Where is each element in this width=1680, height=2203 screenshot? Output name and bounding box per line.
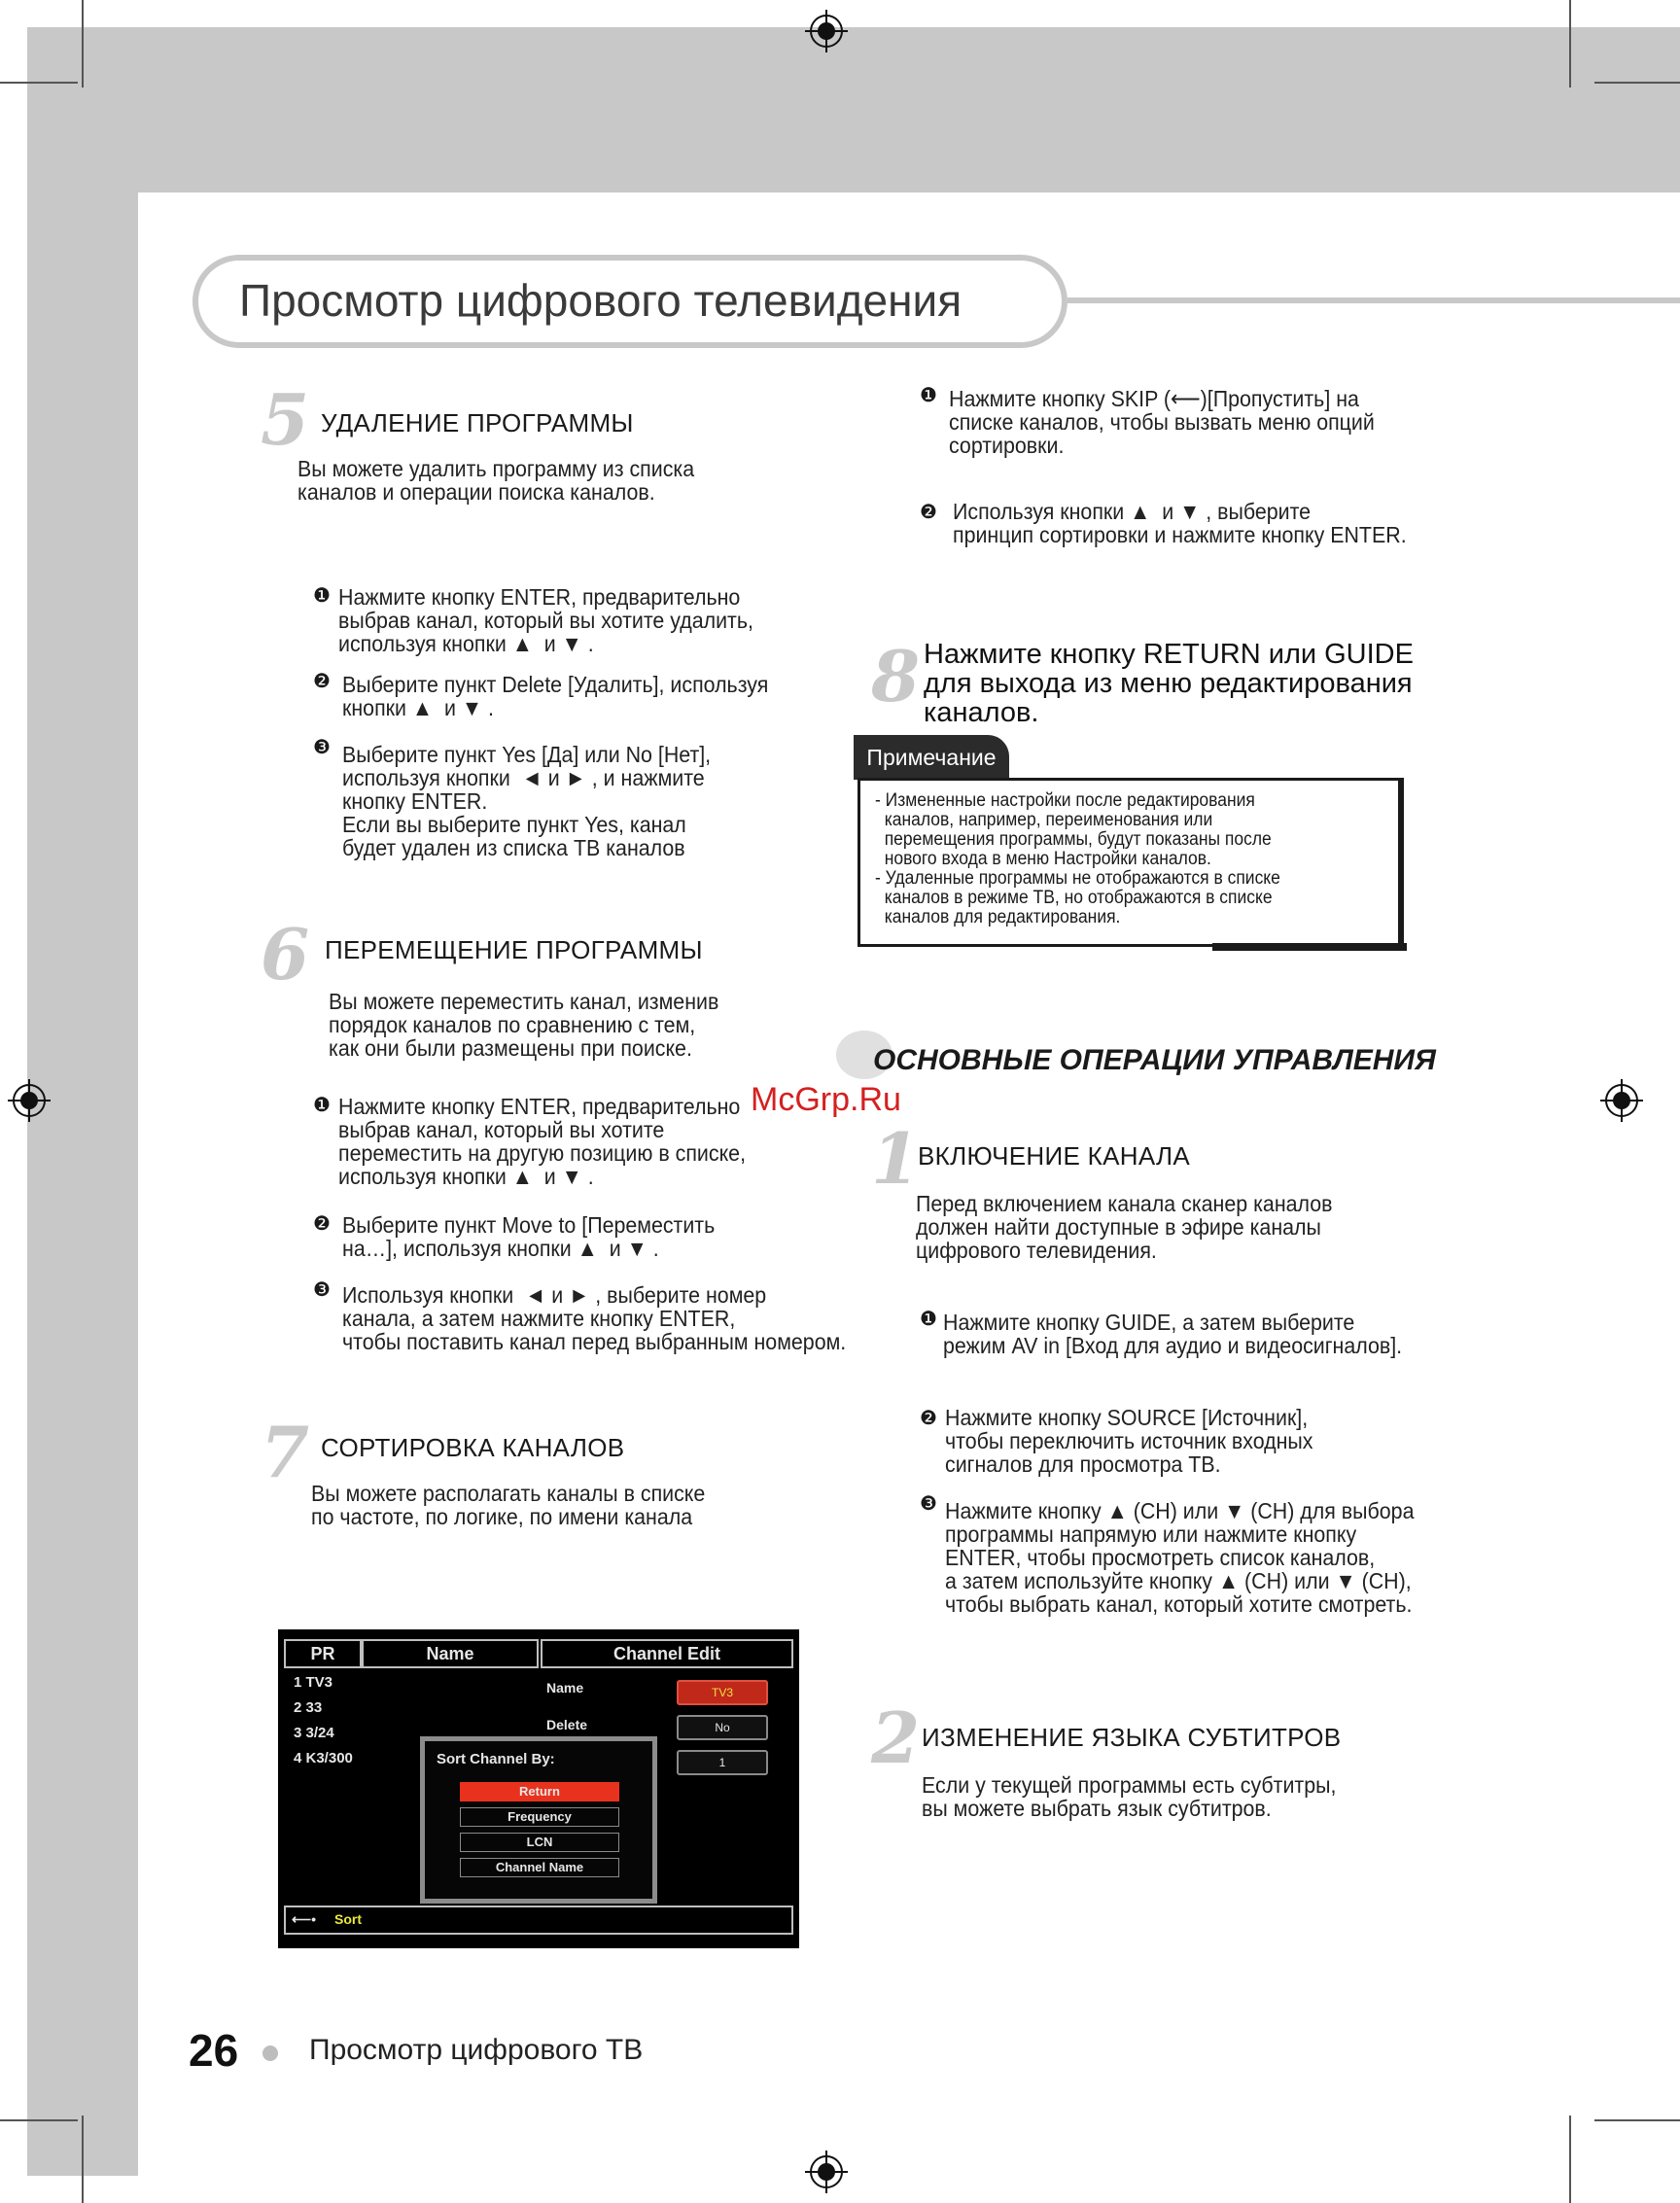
note-label: Примечание (854, 735, 1009, 780)
column-header-pr: PR (284, 1639, 362, 1668)
sort-option-return[interactable]: Return (460, 1782, 619, 1801)
name-value-field[interactable]: TV3 (677, 1680, 768, 1705)
crop-mark (82, 2116, 84, 2203)
section-intro: Вы можете удалить программу из списка каналов и операции поиска каналов. (298, 456, 695, 505)
sort-option-lcn[interactable]: LCN (460, 1833, 619, 1852)
step-marker: ❸ (313, 1277, 331, 1301)
channel-row[interactable]: 1 TV3 (294, 1674, 333, 1691)
channel-row[interactable]: 4 K3/300 (294, 1750, 353, 1766)
step-text: Нажмите кнопку ENTER, предварительно выбрав канал, который вы хотите удалить, используя кнопки ▲ и ▼ . (338, 584, 753, 656)
registration-mark-icon (805, 10, 848, 52)
section-heading: ПЕРЕМЕЩЕНИЕ ПРОГРАММЫ (325, 935, 703, 964)
registration-mark-icon (8, 1079, 51, 1122)
step-marker: ❷ (920, 500, 937, 523)
step-marker: ❸ (313, 735, 331, 758)
step-text: Выберите пункт Move to [Переместить на…], используя кнопки ▲ и ▼ . (342, 1212, 716, 1261)
page-dot-icon (262, 2046, 278, 2061)
edit-label-delete: Delete (546, 1717, 588, 1732)
step-text: Нажмите кнопку GUIDE, а затем выберите режим AV in [Вход для аудио и видеосигналов]. (943, 1310, 1403, 1358)
registration-mark-icon (1600, 1079, 1643, 1122)
section-intro: Перед включением канала сканер каналов должен найти доступные в эфире каналы цифрового телевидения. (916, 1191, 1333, 1263)
section-heading: УДАЛЕНИЕ ПРОГРАММЫ (321, 408, 634, 437)
step-text: Нажмите кнопку ▲ (CH) или ▼ (CH) для выбора программы напрямую или нажмите кнопку ENTER, чтобы просмотреть список каналов, а затем используйте кнопку ▲ (CH) или ▼ (CH), чтобы выбрать канал, который хотите смотреть. (945, 1498, 1415, 1617)
delete-value-field[interactable]: No (677, 1715, 768, 1740)
section-intro: Вы можете переместить канал, изменив порядок каналов по сравнению с тем, как они были размещены при поиске. (329, 989, 719, 1061)
page-band-top (27, 27, 1680, 192)
page-title: Просмотр цифрового телевидения (239, 275, 962, 326)
sort-option-frequency[interactable]: Frequency (460, 1807, 619, 1827)
crop-mark (0, 82, 78, 84)
step-marker: ❷ (920, 1406, 937, 1429)
sort-popup-title: Sort Channel By: (437, 1751, 555, 1767)
registration-mark-icon (805, 2151, 848, 2193)
crop-mark (1594, 82, 1680, 84)
section-heading: ВКЛЮЧЕНИЕ КАНАЛА (918, 1141, 1191, 1171)
step-text: Выберите пункт Delete [Удалить], используя кнопки ▲ и ▼ . (342, 672, 769, 720)
step-marker: ❷ (313, 1211, 331, 1235)
note-box-shadow (1212, 943, 1407, 951)
column-header-name: Name (362, 1639, 539, 1668)
crop-mark (0, 2119, 78, 2121)
step-number: 8 (871, 635, 921, 717)
section-intro: Если у текущей программы есть субтитры, вы можете выбрать язык субтитров. (922, 1772, 1337, 1821)
move-value-field[interactable]: 1 (677, 1750, 768, 1775)
page-number: 26 (189, 2025, 239, 2076)
note-text: - Измененные настройки после редактирования каналов, например, переименования или перемещения программы, будут показаны после нового входа в меню Настройки каналов. - Удаленные программы не отображаются в списке каналов в режиме ТВ, но отображаются в списке каналов для редактирования. (875, 790, 1280, 927)
section-heading: ИЗМЕНЕНИЕ ЯЗЫКА СУБТИТРОВ (922, 1723, 1342, 1752)
step-text: Нажмите кнопку SKIP (⟵)[Пропустить] на списке каналов, чтобы вызвать меню опций сортировки. (949, 386, 1375, 458)
step-marker: ❷ (313, 669, 331, 692)
step-marker: ❶ (920, 383, 937, 406)
edit-label-name: Name (546, 1680, 584, 1696)
step-number: 1 (871, 1117, 921, 1200)
step-text: Нажмите кнопку SOURCE [Источник], чтобы переключить источник входных сигналов для просмотра ТВ. (945, 1405, 1313, 1477)
tv-footer-bar (284, 1906, 793, 1935)
channel-row[interactable]: 2 33 (294, 1699, 323, 1716)
crop-mark (1569, 2116, 1571, 2203)
step-text: Нажмите кнопку RETURN или GUIDE для выхода из меню редактирования каналов. (924, 639, 1414, 728)
title-rule (1068, 297, 1680, 303)
step-number: 5 (261, 378, 310, 461)
sort-option-channel-name[interactable]: Channel Name (460, 1858, 619, 1877)
crop-mark (1594, 2119, 1680, 2121)
step-marker: ❸ (920, 1491, 937, 1515)
footer-label: Просмотр цифрового ТВ (309, 2034, 644, 2066)
step-number: 2 (871, 1696, 921, 1779)
step-number: 7 (261, 1411, 310, 1493)
tv-screen (278, 1629, 799, 1948)
watermark: McGrp.Ru (751, 1081, 901, 1118)
step-text: Нажмите кнопку ENTER, предварительно выбрав канал, который вы хотите переместить на другую позицию в списке, используя кнопки ▲ и ▼ . (338, 1094, 747, 1189)
channel-row[interactable]: 3 3/24 (294, 1725, 334, 1741)
crop-mark (82, 0, 84, 87)
step-text: Используя кнопки ▲ и ▼ , выберите принцип сортировки и нажмите кнопку ENTER. (953, 499, 1407, 547)
section-heading: СОРТИРОВКА КАНАЛОВ (321, 1433, 625, 1462)
section-intro: Вы можете располагать каналы в списке по частоте, по логике, по имени канала (311, 1481, 706, 1529)
sort-popup (420, 1736, 657, 1904)
section-title: ОСНОВНЫЕ ОПЕРАЦИИ УПРАВЛЕНИЯ (873, 1044, 1436, 1076)
step-number: 6 (261, 913, 310, 996)
step-marker: ❶ (920, 1307, 937, 1330)
crop-mark (1569, 0, 1571, 87)
return-arrow-icon: ⟵• (292, 1911, 316, 1927)
step-marker: ❶ (313, 583, 331, 607)
step-text: Используя кнопки ◄ и ► , выберите номер канала, а затем нажмите кнопку ENTER, чтобы поставить канал перед выбранным номером. (342, 1282, 847, 1354)
column-header-channel-edit: Channel Edit (541, 1639, 793, 1668)
step-marker: ❶ (313, 1093, 331, 1116)
footer-sort-label: Sort (334, 1911, 362, 1927)
step-text: Выберите пункт Yes [Да] или No [Нет], используя кнопки ◄ и ► , и нажмите кнопку ENTER. Если вы выберите пункт Yes, канал будет удален из списка ТВ каналов (342, 742, 712, 860)
